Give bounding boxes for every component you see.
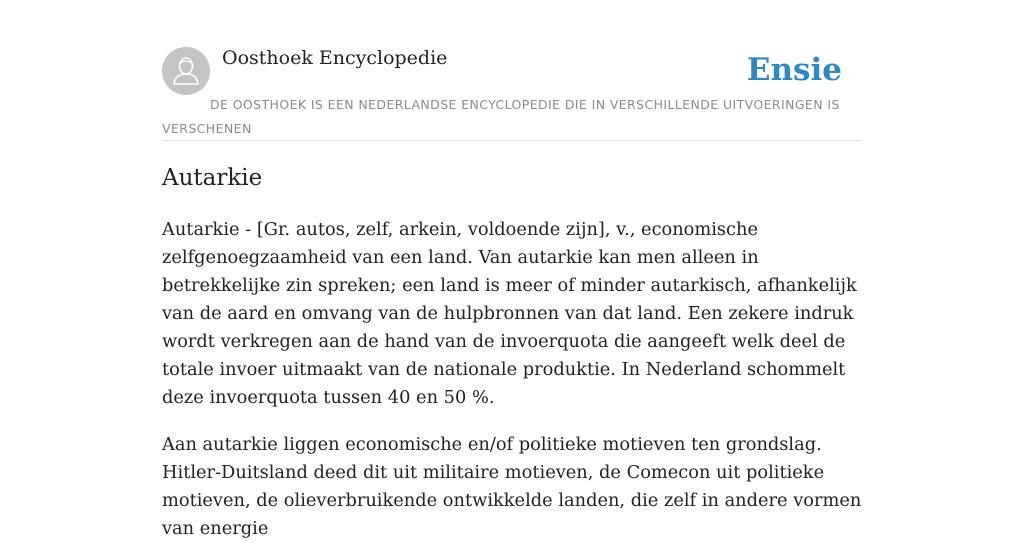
article — [162, 160, 864, 543]
article-title: Autarkie — [162, 165, 263, 191]
article-paragraph: Aan autarkie liggen economische en/of politieke motieven ten grondslag. Hitler-Duitsland deed dit uit militaire motieven, de Comecon uit politieke motieven, de olieverbruikende ontwikkelde landen, die zelf in andere vormen van energie — [162, 434, 862, 539]
brand-logo[interactable]: Ensie — [746, 52, 842, 88]
site-title[interactable]: Oosthoek Encyclopedie — [222, 47, 448, 69]
user-avatar-icon[interactable] — [162, 47, 210, 95]
site-tagline: DE OOSTHOEK IS EEN NEDERLANDSE ENCYCLOPEDIE DIE IN VERSCHILLENDE UITVOERINGEN IS VERSCHENEN — [162, 97, 840, 136]
site-header — [162, 46, 862, 141]
article-paragraph: Autarkie - [Gr. autos, zelf, arkein, voldoende zijn], v., economische zelfgenoegzaamheid van een land. Van autarkie kan men alleen in betrekkelijke zin spreken; een land is meer of minder autarkisch, afhankelijk van de aard en omvang van de hulpbronnen van dat land. Een zekere indruk wordt verkregen aan de hand van de invoerquota die aangeeft welk deel de totale invoer uitmaakt van de nationale produktie. In Nederland schommelt deze invoerquota tussen 40 en 50 %. — [162, 219, 857, 408]
